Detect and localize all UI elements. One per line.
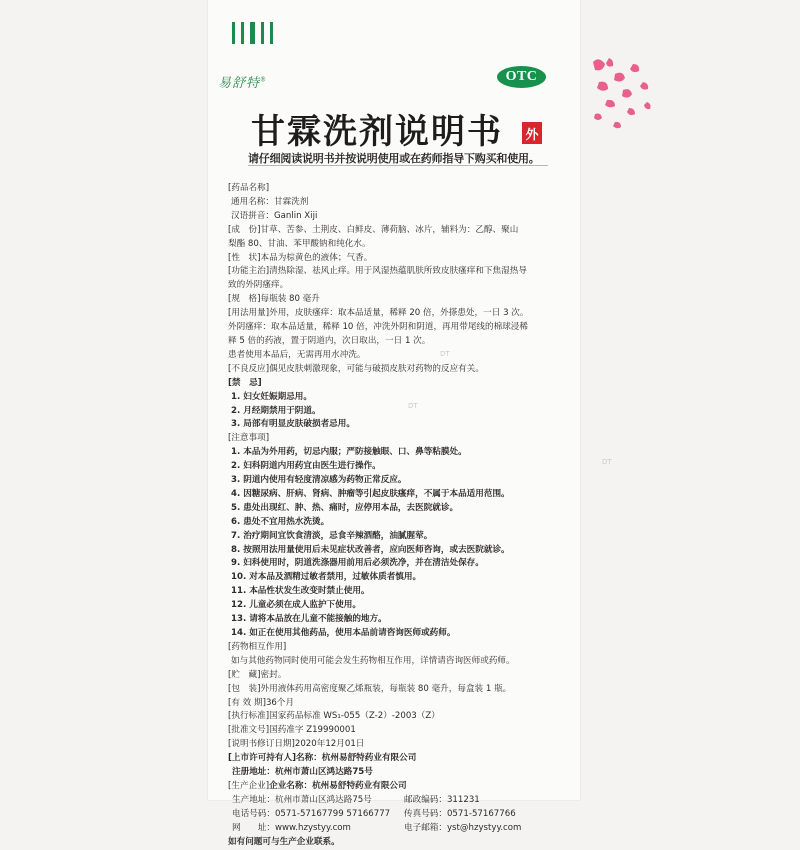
section-label: [禁 忌]: [228, 377, 262, 388]
precaution-item: 14. 如正在使用其他药品，使用本品前请咨询医师或药师。: [231, 628, 456, 638]
registered-mark: ®: [260, 76, 268, 84]
usage-text: 释 5 倍的药液，置于阴道内，次日取出，一日 1 次。: [228, 335, 431, 346]
precaution-item: 9. 妇科使用时，阴道洗涤器用前用后必须洗净，并在清洁处保存。: [231, 558, 484, 569]
section-label: [药物相互作用]: [228, 641, 287, 652]
package-text: 外用液体药用高密度聚乙烯瓶装，每瓶装 80 毫升，每盒装 1 瓶。: [260, 683, 512, 694]
precaution-item: 12. 儿童必须在成人监护下使用。: [231, 600, 361, 611]
section-label: [说明书修订日期]: [228, 739, 295, 750]
common-name: 通用名称：甘霖洗剂: [231, 196, 309, 207]
manufacturer-address: 生产地址：杭州市萧山区鸿达路75号: [232, 794, 372, 805]
precaution-item: 2. 妇科阴道内用药宜由医生进行操作。: [231, 461, 381, 472]
section-label: [规 格]: [228, 294, 261, 305]
email: 电子邮箱：yst@hzystyy.com: [404, 822, 522, 833]
precaution-item: 5. 患处出现红、肿、热、痛时，应停用本品，去医院就诊。: [231, 502, 459, 513]
watermark: DT: [408, 402, 418, 410]
watermark: DT: [602, 458, 612, 466]
validity-text: 36个月: [265, 697, 295, 708]
section-label: [贮 藏]: [228, 669, 261, 680]
approval-text: 国药准字 Z19990001: [269, 725, 356, 736]
revision-text: 2020年12月01日: [294, 739, 365, 750]
usage-text: 外阴瘙痒：取本品适量，稀释 10 倍，冲洗外阴和阴道，再用带尾线的棉球浸稀: [228, 322, 528, 333]
manufacturer-name: 企业名称：杭州易舒特药业有限公司: [269, 780, 407, 791]
appearance-text: 本品为棕黄色的液体；气香。: [260, 252, 373, 263]
contra-item: 2. 月经期禁用于阴道。: [231, 405, 321, 416]
storage-text: 密封。: [260, 669, 287, 680]
precaution-item: 11. 本品性状发生改变时禁止使用。: [231, 586, 370, 597]
brand-logo-text: 易舒特: [218, 76, 261, 91]
barcode-stripes: [232, 22, 273, 44]
usage-text: 患者使用本品后，无需再用水冲洗。: [228, 349, 366, 360]
section-label: [批准文号]: [228, 725, 270, 736]
adverse-text: 偶见皮肤刺激现象，可能与破损皮肤对药物的反应有关。: [269, 363, 484, 374]
precaution-item: 13. 请将本品放在儿童不能接触的地方。: [231, 614, 387, 625]
external-use-badge: 外: [522, 122, 542, 144]
precaution-item: 4. 因糖尿病、肝病、肾病、肿瘤等引起皮肤瘙痒，不属于本品适用范围。: [231, 488, 510, 499]
section-label: [成 份]: [228, 224, 261, 235]
section-label: [不良反应]: [228, 363, 270, 374]
contact-note: 如有问题可与生产企业联系。: [228, 836, 340, 847]
otc-badge: OTC: [497, 66, 546, 88]
precaution-item: 6. 患处不宜用热水洗烫。: [231, 516, 330, 527]
mah-name: 名称：杭州易舒特药业有限公司: [296, 753, 417, 764]
indication-text: 清热除湿、祛风止痒。用于风湿热蕴肌肤所致皮肤瘙痒和下焦湿热导: [269, 266, 527, 277]
reading-advice: 请仔细阅读说明书并按说明使用或在药师指导下购买和使用。: [248, 152, 540, 165]
usage-text: 外用，皮肤瘙痒：取本品适量，稀释 20 倍，外搽患处，一日 3 次。: [269, 308, 529, 319]
interaction-text: 如与其他药物同时使用可能会发生药物相互作用，详情请咨询医师或药师。: [231, 655, 515, 666]
contra-item: 1. 妇女妊娠期忌用。: [231, 391, 312, 402]
section-label: [药品名称]: [228, 183, 270, 193]
document-title: 甘霖洗剂说明书: [251, 112, 503, 152]
standard-text: 国家药品标准 WS₁-055（Z-2）-2003（Z）: [269, 711, 440, 722]
contra-item: 3. 局部有明显皮肤破损者忌用。: [231, 419, 355, 430]
fax-number: 传真号码：0571-57167766: [404, 808, 516, 819]
postcode: 邮政编码：311231: [404, 794, 480, 805]
section-label: [功能主治]: [228, 266, 270, 277]
brand-logo: [218, 72, 267, 91]
leaflet-body: [228, 182, 570, 850]
phone-number: 电话号码：0571-57167799 57166777: [232, 808, 391, 819]
ingredients-text: 甘草、苦参、土荆皮、白鲜皮、薄荷脑、冰片，辅料为：乙醇、聚山: [260, 224, 519, 235]
title-divider: [248, 165, 548, 166]
pinyin-name: 汉语拼音：Ganlin Xiji: [231, 210, 318, 221]
indication-text: 致的外阴瘙痒。: [228, 280, 289, 291]
precaution-item: 10. 对本品及酒精过敏者禁用，过敏体质者慎用。: [231, 572, 422, 583]
pink-stain-marks: [585, 52, 665, 137]
mah-address: 注册地址：杭州市萧山区鸿达路75号: [232, 767, 373, 778]
precaution-item: 3. 阴道内使用有轻度清凉感为药物正常反应。: [231, 475, 407, 486]
section-label: [性 状]: [228, 252, 261, 263]
website: 网 址：www.hzystyy.com: [232, 822, 351, 833]
spec-text: 每瓶装 80 毫升: [260, 294, 320, 305]
section-label: [包 装]: [228, 683, 261, 694]
section-label: [注意事项]: [228, 433, 270, 444]
section-label: [生产企业]: [228, 780, 270, 791]
precaution-item: 7. 治疗期间宜饮食清淡，忌食辛辣酒酪，油腻腥荤。: [231, 530, 433, 541]
precaution-item: 8. 按照用法用量使用后未见症状改善者，应向医师咨询，或去医院就诊。: [231, 544, 510, 555]
ingredients-text: 梨酯 80、甘油、苯甲酸钠和纯化水。: [228, 238, 371, 249]
section-label: [有 效 期]: [228, 697, 266, 708]
section-label: [上市许可持有人]: [228, 753, 297, 764]
section-label: [用法用量]: [228, 308, 270, 319]
precaution-item: 1. 本品为外用药，切忌内服；严防接触眼、口、鼻等粘膜处。: [231, 447, 467, 458]
section-label: [执行标准]: [228, 711, 270, 722]
watermark: DT: [440, 350, 450, 358]
